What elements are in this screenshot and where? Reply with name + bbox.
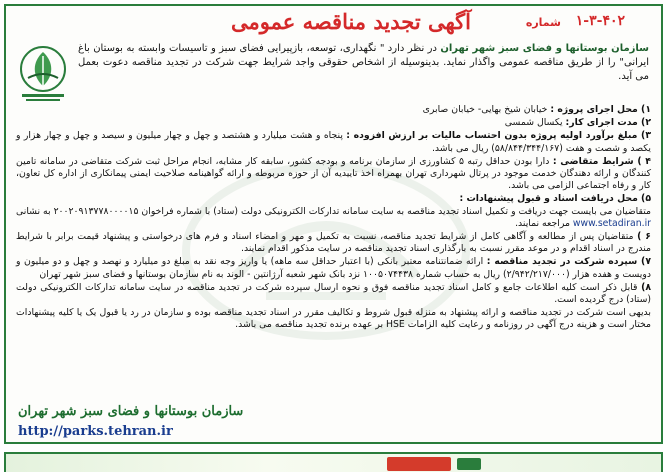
- item-info-note: ۸) قابل ذکر است کلیه اطلاعات جامع و کامل اسناد تجدید مناقصه فوق و نحوه ارسال سپرده شرکت در تجدید مناقصه در سایت سامانه تدارکات الکترونیکی دولت (ستاد) درج گردیده است.: [16, 281, 651, 306]
- notice-intro: [78, 42, 649, 84]
- parks-organization-logo-icon: [14, 42, 72, 104]
- next-notice-strip: [4, 452, 663, 472]
- intro-text: در نظر دارد " نگهداری، توسعه، بازپیرایی فضای سبز و تاسیسات وابسته به بوستان باغ ایرانی" را از طریق مناقصه عمومی واگذار نماید. بدینوسیله از اشخاص حقوقی واجد شرایط جهت شرکت در تجدید مناقصه دعوت بعمل می آید.: [78, 43, 649, 82]
- footer-website-link[interactable]: http://parks.tehran.ir: [18, 424, 173, 439]
- item-disclaimer: بدیهی است شرکت در تجدید مناقصه و ارائه پیشنهاد به منزله قبول شروط و تکالیف مقرر در اسناد تجدید مناقصه بوده و سازمان در رد یا قبول یک یا کلیه پیشنهادات مختار است و هزینه درج آگهی در روزنامه و رعایت کلیه الزامات HSE بر عهده برنده تجدید مناقصه می باشد.: [16, 307, 651, 331]
- notice-title: آگهی تجدید مناقصه عمومی: [230, 9, 471, 34]
- notice-number-label: شماره: [525, 16, 561, 29]
- item-estimated-amount: ۳) مبلغ برآورد اولیه پروژه بدون احتساب مالیات بر ارزش افزوده : پنجاه و هشت میلیارد و هشتصد و چهل و چهار میلیون و سیصد و چهل و چهار هزار و یکصد و شصت و هفت (۵۸/۸۴۴/۳۴۴/۱۶۷) ریال می باشد.: [16, 130, 651, 154]
- next-notice-badge: [387, 457, 451, 471]
- item-project-location: ۱) محل اجرای پروژه : خیابان شیخ بهایی- خیابان صابری: [422, 104, 651, 115]
- organization-name: سازمان بوستانها و فضای سبز شهر تهران: [440, 43, 649, 54]
- setad-link[interactable]: www.setadiran.ir: [572, 217, 651, 229]
- notice-header: [6, 6, 661, 40]
- item-submission: ۶ ) متقاضیان پس از مطالعه و آگاهی کامل از شرایط تجدید مناقصه، نسبت به تکمیل و مهر و امضاء اسناد و فرم های درخواستی و پیشنهاد قیمت برابر با شرایط مندرج در اسناد اقدام و در موعد مقرر نسبت به بارگذاری اسناد تجدید مناقصه در سایت مذکور اقدام نمایند.: [16, 231, 651, 255]
- notice-number: ۱-۳-۴۰۲: [575, 13, 625, 29]
- item-deposit: ۷) سپرده شرکت در تجدید مناقصه : ارائه ضمانتنامه معتبر بانکی (با اعتبار حداقل سه ماهه) یا واریز وجه نقد به مبلغ دو میلیارد و نهصد و چهل و دو میلیون و دویست و هفده هزار (۲/۹۴۲/۲۱۷/۰۰۰) ریال به حساب شماره ۱۰۰۵۰۷۴۴۳۸ نزد بانک شهر شعبه آرژانتین - الوند به نام سازمان بوستانها و فضای سبز شهر تهران: [16, 256, 651, 280]
- next-notice-flag-icon: [457, 458, 481, 470]
- item-document-receipt: ۵) محل دریافت اسناد و قبول پیشنهادات : متقاضیان می بایست جهت دریافت و تکمیل اسناد تجدید مناقصه به سایت سامانه تدارکات الکترونیکی دولت (ستاد) با شماره فراخوان ۲۰۰۲۰۹۱۳۷۷۸۰۰۰۰۱۵ به نشانی www.setadiran.ir مراجعه نمایند.: [16, 193, 651, 229]
- tender-notice: [4, 4, 663, 444]
- item-duration: ۲) مدت اجرای کار: یکسال شمسی: [504, 117, 651, 129]
- setad-instruction: متقاضیان می بایست جهت دریافت و تکمیل اسناد تجدید مناقصه به سایت سامانه تدارکات الکترونیکی دولت (ستاد) با شماره فراخوان ۲۰۰۲۰۹۱۳۷۷۸۰۰۰۰۱۵ به نشانی: [16, 205, 651, 217]
- footer-organization: سازمان بوستانها و فضای سبز شهر تهران: [18, 404, 244, 419]
- notice-body: [16, 104, 651, 333]
- item-applicant-conditions: ۴ ) شرایط متقاضی : دارا بودن حداقل رتبه ۵ کشاورزی از سازمان برنامه و بودجه کشور، سابقه کار مشابه، انجام مراحل ثبت شرکت متقاضی در سامانه تامین کنندگان و ارائه دهندگان خدمت موجود در پرتال شهرداری تهران بهمراه اخذ تاییدیه آن از حوزه مربوطه و ارائه گواهینامه صلاحیت ایمنی پیمانکاری از اداره کل تعاون، کار و رفاه اجتماعی الزامی می باشد.: [16, 155, 651, 192]
